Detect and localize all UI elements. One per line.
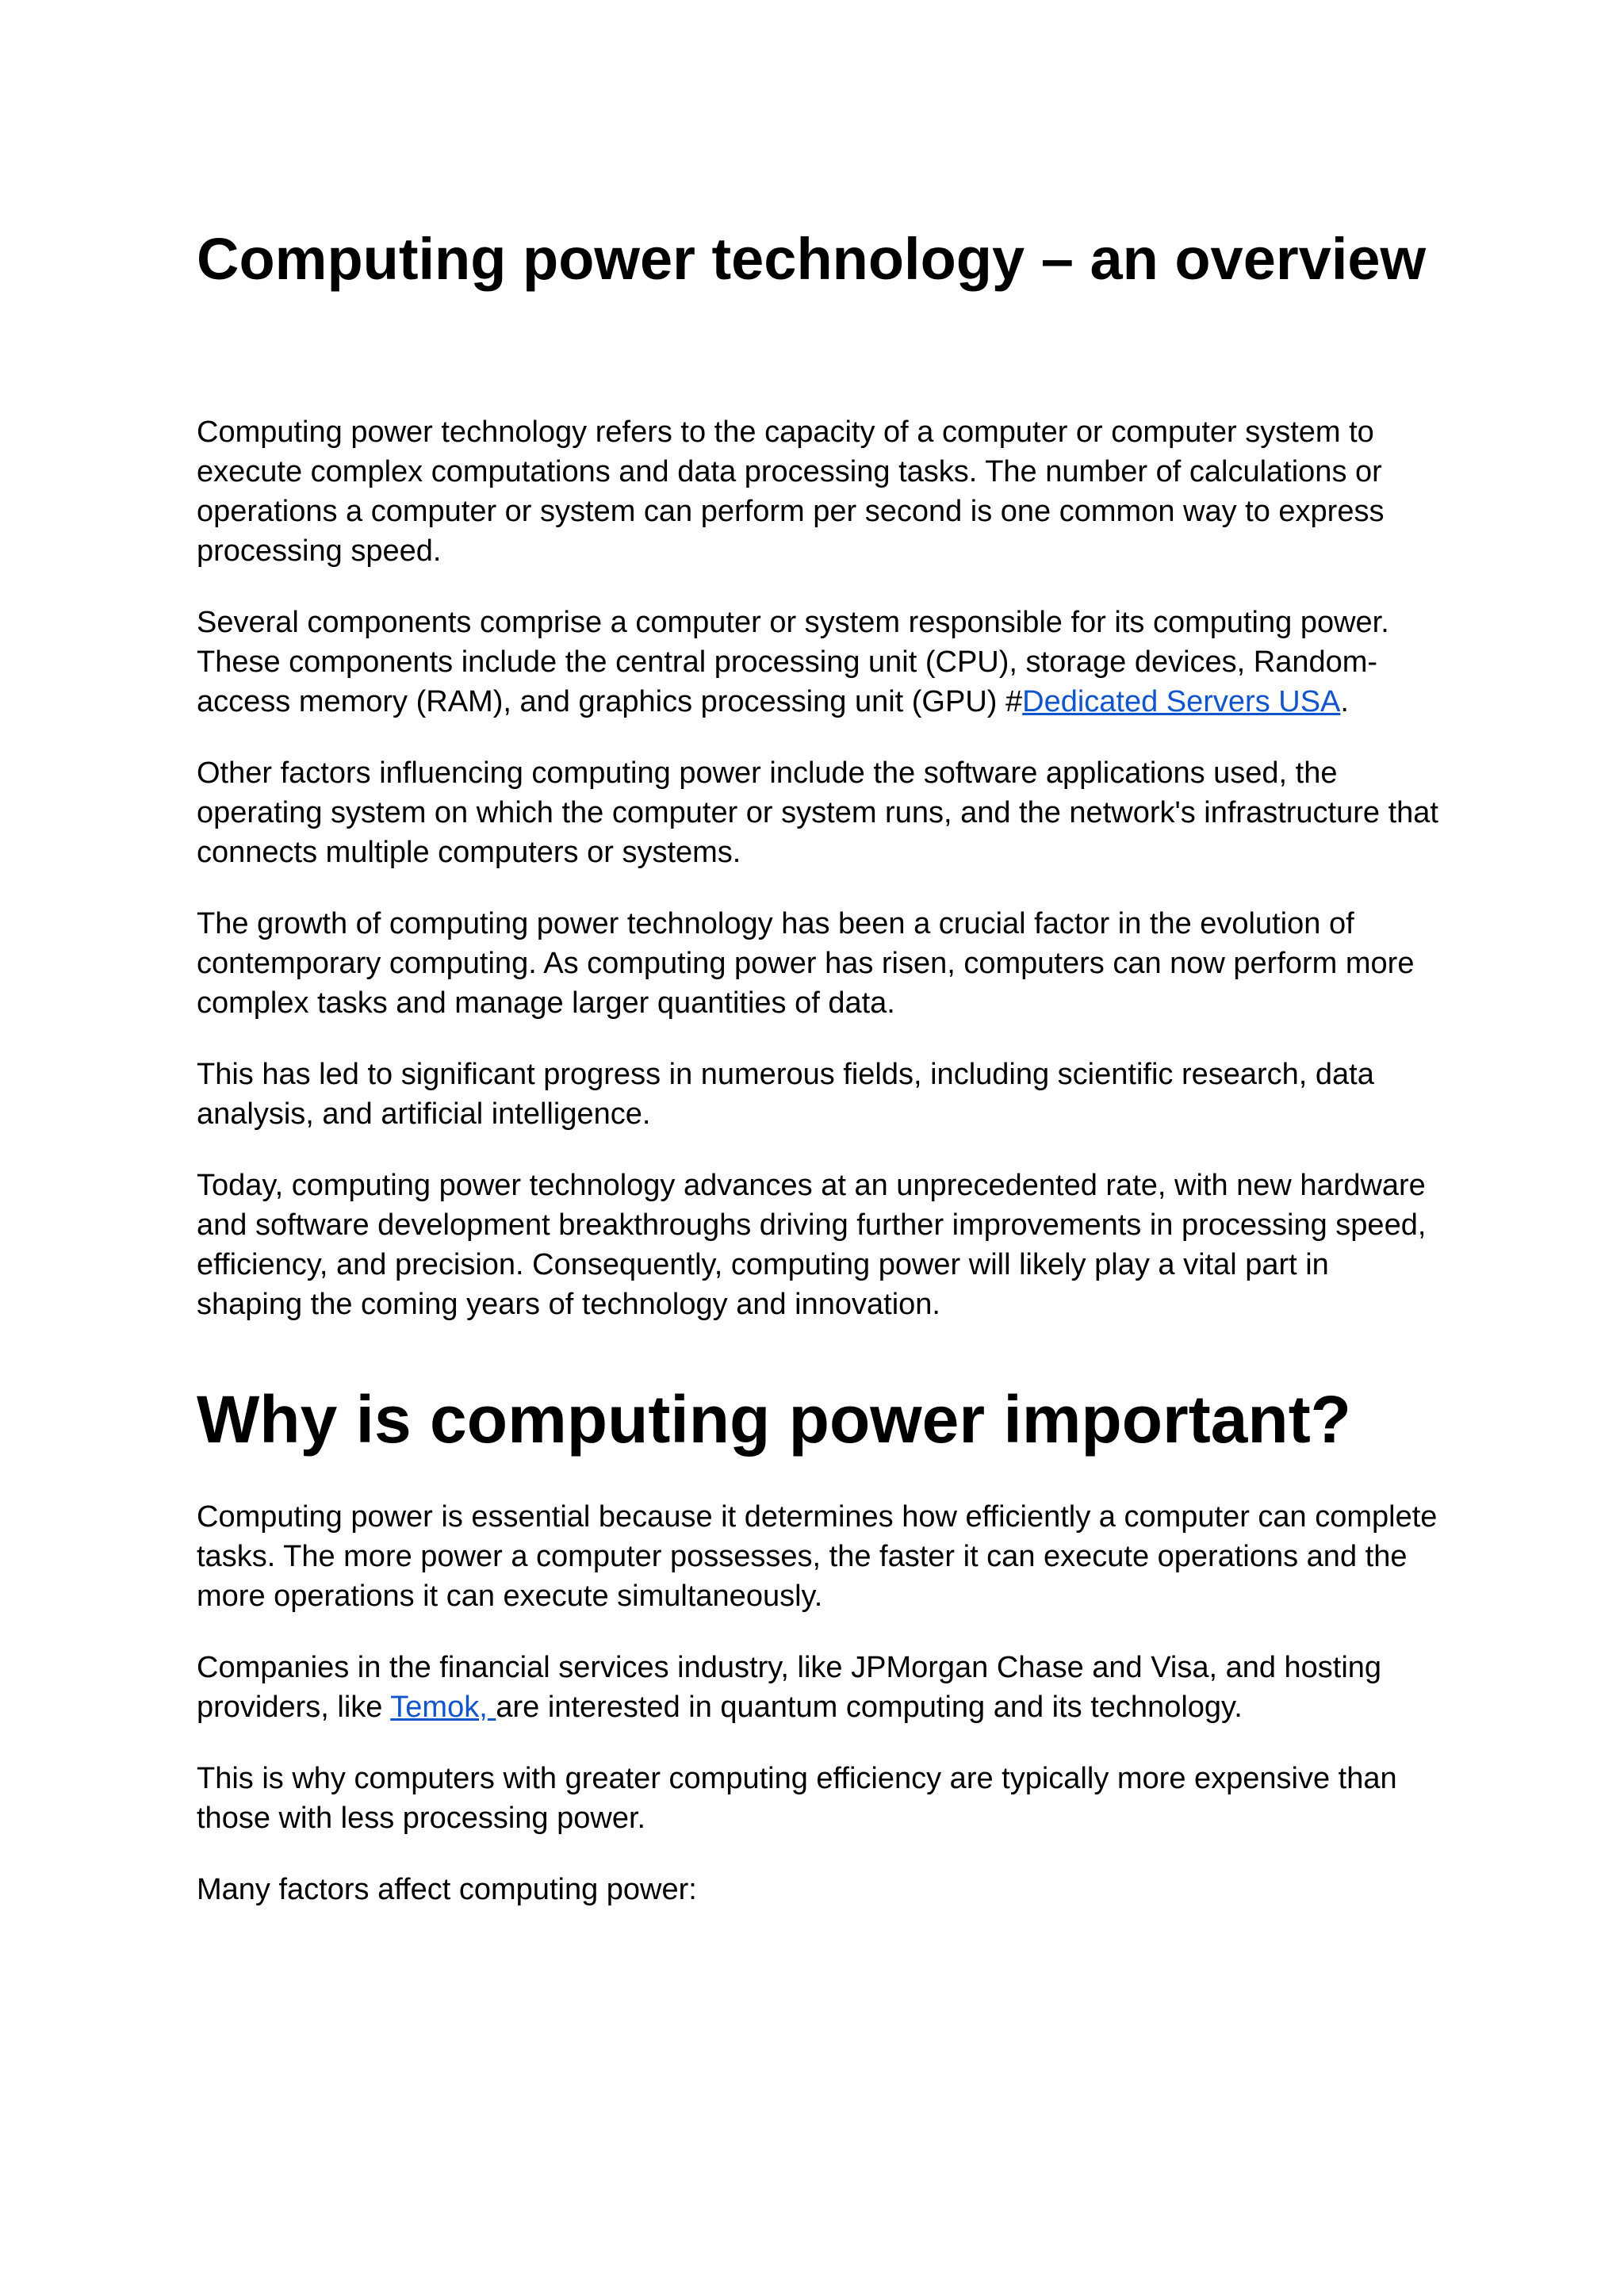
paragraph-companies-text: Companies in the financial services industry, like JPMorgan Chase and Visa, and hosting providers, like <box>197 1651 1382 1724</box>
heading-why-important: Why is computing power important? <box>197 1382 1351 1457</box>
heading-overview: Computing power technology – an overview <box>197 226 1427 292</box>
paragraph-companies <box>197 1648 1442 1727</box>
paragraph-today: Today, computing power technology advances at an unprecedented rate, with new hardware and software development breakthroughs driving further improvements in processing speed, efficiency, and precision. Consequently, computing power will likely play a vital part in shaping the coming years of technology and innovation. <box>197 1169 1427 1321</box>
paragraph-growth: The growth of computing power technology has been a crucial factor in the evolution of contemporary computing. As computing power has risen, computers can now perform more complex tasks and manage larger quantities of data. <box>197 907 1415 1020</box>
paragraph-other-factors: Other factors influencing computing power include the software applications used, the operating system on which the computer or system runs, and the network's infrastructure that connects multiple computers or systems. <box>197 756 1438 869</box>
dedicated-servers-usa-link[interactable]: Dedicated Servers USA <box>1022 685 1341 718</box>
temok-link[interactable]: Temok, <box>390 1691 496 1724</box>
paragraph-progress: This has led to significant progress in numerous fields, including scientific research, data analysis, and artificial intelligence. <box>197 1058 1374 1131</box>
paragraph-companies-end: are interested in quantum computing and its technology. <box>496 1691 1243 1724</box>
paragraph-expensive: This is why computers with greater computing efficiency are typically more expensive than those with less processing power. <box>197 1762 1397 1835</box>
paragraph-components-text: Several components comprise a computer or system responsible for its computing power. These components include the central processing unit (CPU), storage devices, Random-access memory (RAM), and graphics processing unit (GPU) # <box>197 606 1389 718</box>
paragraph-essential: Computing power is essential because it determines how efficiently a computer can complete tasks. The more power a computer possesses, the faster it can execute operations and the more operations it can execute simultaneously. <box>197 1500 1438 1613</box>
paragraph-many-factors: Many factors affect computing power: <box>197 1873 697 1906</box>
paragraph-components <box>197 603 1442 722</box>
paragraph-definition: Computing power technology refers to the capacity of a computer or computer system to execute complex computations and data processing tasks. The number of calculations or operations a computer or system can perform per second is one common way to express processing speed. <box>197 416 1385 568</box>
paragraph-components-end: . <box>1340 685 1349 718</box>
document-body <box>197 224 1442 1941</box>
